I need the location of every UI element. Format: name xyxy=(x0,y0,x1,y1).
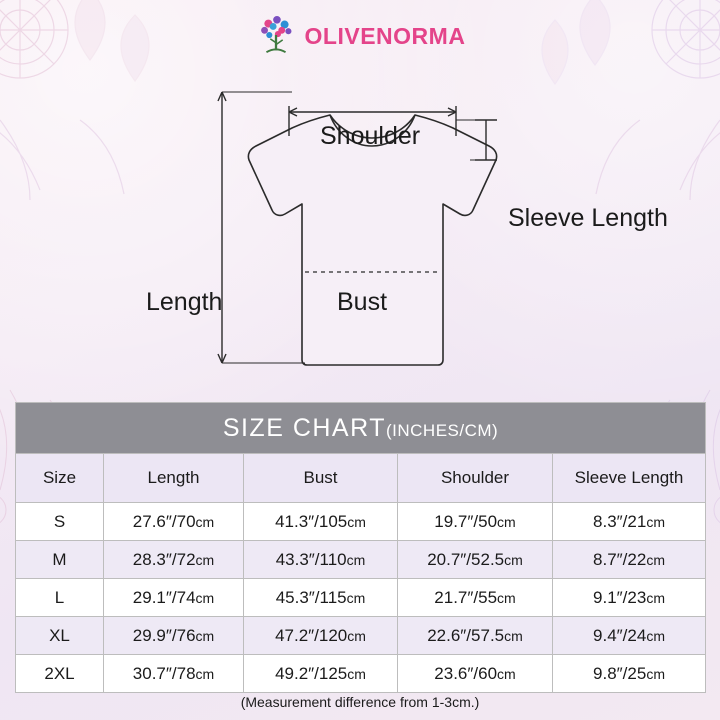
cell-size: L xyxy=(16,579,104,617)
column-header-length: Length xyxy=(104,454,244,503)
value-sleeve: 8.7″/22 xyxy=(593,549,647,569)
value-bust: 41.3″/105 xyxy=(275,511,348,531)
cell-sleeve xyxy=(553,617,706,655)
unit-cm: cm xyxy=(646,589,665,606)
cell-size: XL xyxy=(16,617,104,655)
unit-cm: cm xyxy=(347,627,366,644)
label-bust: Bust xyxy=(337,288,388,316)
value-bust: 47.2″/120 xyxy=(275,625,348,645)
cell-sleeve xyxy=(553,503,706,541)
brand-name: OLIVENORMA xyxy=(304,22,466,49)
size-chart-table xyxy=(15,402,706,693)
table-header-row xyxy=(16,454,706,503)
cell-size: S xyxy=(16,503,104,541)
unit-cm: cm xyxy=(504,551,523,568)
unit-cm: cm xyxy=(195,589,215,606)
cell-shoulder xyxy=(398,541,553,579)
cell-shoulder xyxy=(398,617,553,655)
label-shoulder: Shoulder xyxy=(320,122,421,150)
cell-shoulder xyxy=(398,503,553,541)
unit-cm: cm xyxy=(195,551,215,568)
cell-bust xyxy=(244,655,398,693)
table-title-unit: (INCHES/CM) xyxy=(385,420,499,440)
value-shoulder: 22.6″/57.5 xyxy=(427,625,505,645)
unit-cm: cm xyxy=(646,551,665,568)
cell-length xyxy=(104,579,244,617)
cell-size: 2XL xyxy=(16,655,104,693)
column-header-bust: Bust xyxy=(244,454,398,503)
cell-bust xyxy=(244,541,398,579)
cell-bust xyxy=(244,617,398,655)
label-sleeve-length: Sleeve Length xyxy=(508,204,668,232)
value-sleeve: 9.4″/24 xyxy=(593,625,647,645)
tree-of-life-icon xyxy=(255,14,297,58)
value-bust: 43.3″/110 xyxy=(275,549,347,569)
cell-shoulder xyxy=(398,655,553,693)
cell-size: M xyxy=(16,541,104,579)
label-length: Length xyxy=(146,288,223,316)
cell-sleeve xyxy=(553,541,706,579)
cell-length xyxy=(104,503,244,541)
value-shoulder: 20.7″/52.5 xyxy=(427,549,505,569)
unit-cm: cm xyxy=(347,665,366,682)
table-title: SIZE CHART xyxy=(222,413,386,442)
value-sleeve: 9.1″/23 xyxy=(593,587,647,607)
unit-cm: cm xyxy=(646,665,665,682)
table-row xyxy=(16,617,706,655)
cell-sleeve xyxy=(553,579,706,617)
cell-length xyxy=(104,655,244,693)
value-length: 27.6″/70 xyxy=(132,511,196,531)
value-sleeve: 8.3″/21 xyxy=(593,511,647,531)
cell-sleeve xyxy=(553,655,706,693)
value-length: 29.9″/76 xyxy=(132,625,196,645)
unit-cm: cm xyxy=(497,513,516,530)
column-header-shoulder: Shoulder xyxy=(398,454,553,503)
measurement-footnote: (Measurement difference from 1-3cm.) xyxy=(240,694,480,710)
unit-cm: cm xyxy=(347,513,366,530)
value-length: 30.7″/78 xyxy=(132,663,196,683)
table-title-cell xyxy=(16,403,706,454)
unit-cm: cm xyxy=(346,589,366,606)
brand-header xyxy=(0,14,720,58)
table-row xyxy=(16,655,706,693)
unit-cm: cm xyxy=(195,665,215,682)
column-header-sleeve-length: Sleeve Length xyxy=(553,454,706,503)
value-shoulder: 19.7″/50 xyxy=(434,511,498,531)
table-title-row xyxy=(16,403,706,454)
unit-cm: cm xyxy=(346,551,366,568)
table-row xyxy=(16,541,706,579)
value-shoulder: 23.6″/60 xyxy=(434,663,498,683)
unit-cm: cm xyxy=(497,665,516,682)
cell-length xyxy=(104,541,244,579)
unit-cm: cm xyxy=(195,513,215,530)
table-row xyxy=(16,579,706,617)
unit-cm: cm xyxy=(497,589,516,606)
unit-cm: cm xyxy=(646,627,665,644)
column-header-size: Size xyxy=(16,454,104,503)
cell-bust xyxy=(244,579,398,617)
unit-cm: cm xyxy=(195,627,215,644)
cell-shoulder xyxy=(398,579,553,617)
value-sleeve: 9.8″/25 xyxy=(593,663,647,683)
value-length: 28.3″/72 xyxy=(132,549,196,569)
table-row xyxy=(16,503,706,541)
value-shoulder: 21.7″/55 xyxy=(434,587,498,607)
value-bust: 45.3″/115 xyxy=(275,587,347,607)
cell-bust xyxy=(244,503,398,541)
unit-cm: cm xyxy=(504,627,523,644)
value-bust: 49.2″/125 xyxy=(275,663,348,683)
value-length: 29.1″/74 xyxy=(132,587,196,607)
unit-cm: cm xyxy=(646,513,665,530)
cell-length xyxy=(104,617,244,655)
tshirt-diagram xyxy=(0,60,720,400)
